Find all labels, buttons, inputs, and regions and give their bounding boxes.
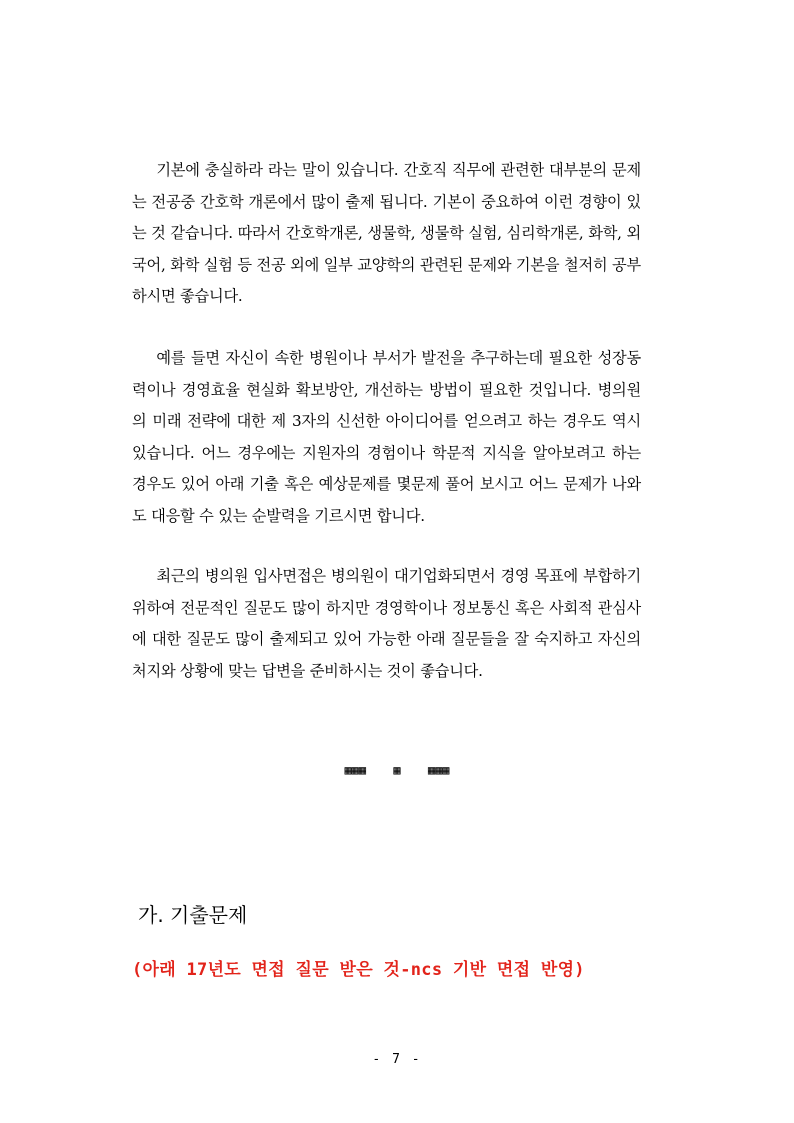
red-subtitle: (아래 17년도 면접 질문 받은 것-ncs 기반 면접 반영) [132,960,585,980]
placeholder-mark-row [0,762,794,778]
placeholder-mark: ▦ [393,763,401,777]
paragraph-recent-interviews: 최근의 병의원 입사면접은 병의원이 대기업화되면서 경영 목표에 부합하기 위하여 전문적인 질문도 많이 하지만 경영학이나 정보통신 혹은 사회적 관심사에 대한 질문도 많이 출제되고 있어 가능한 아래 질문들을 잘 숙지하고 자신의 처지와 상황에 맞는 답변을 준비하시는 것이 좋습니다. [132,567,641,680]
placeholder-mark: ▦▦▦ [427,763,450,777]
placeholder-mark: ▦▦▦ [344,763,367,777]
paragraph-examples: 예를 들면 자신이 속한 병원이나 부서가 발전을 추구하는데 필요한 성장동력이나 경영효율 현실화 확보방안, 개선하는 방법이 필요한 것입니다. 병의원의 미래 전략에 대한 제 3자의 신선한 아이디어를 얻으려고 하는 경우도 역시 있습니다. 어느 경우에는 지원자의 경험이나 학문적 지식을 알아보려고 하는 경우도 있어 아래 기출 혹은 예상문제를 몇문제 풀어 보시고 어느 문제가 나와도 대응할 수 있는 순발력을 기르시면 합니다. [132,349,641,525]
paragraph-basics: 기본에 충실하라 라는 말이 있습니다. 간호직 직무에 관련한 대부분의 문제는 전공중 간호학 개론에서 많이 출제 됩니다. 기본이 중요하여 이런 경향이 있는 것 같습니다. 따라서 간호학개론, 생물학, 생물학 실험, 심리학개론, 화학, 외국어, 화학 실험 등 전공 외에 일부 교양학의 관련된 문제와 기본을 철저히 공부하시면 좋습니다. [132,161,641,305]
page-number: - 7 - [372,1052,422,1067]
section-heading: 가. 기출문제 [138,903,248,927]
